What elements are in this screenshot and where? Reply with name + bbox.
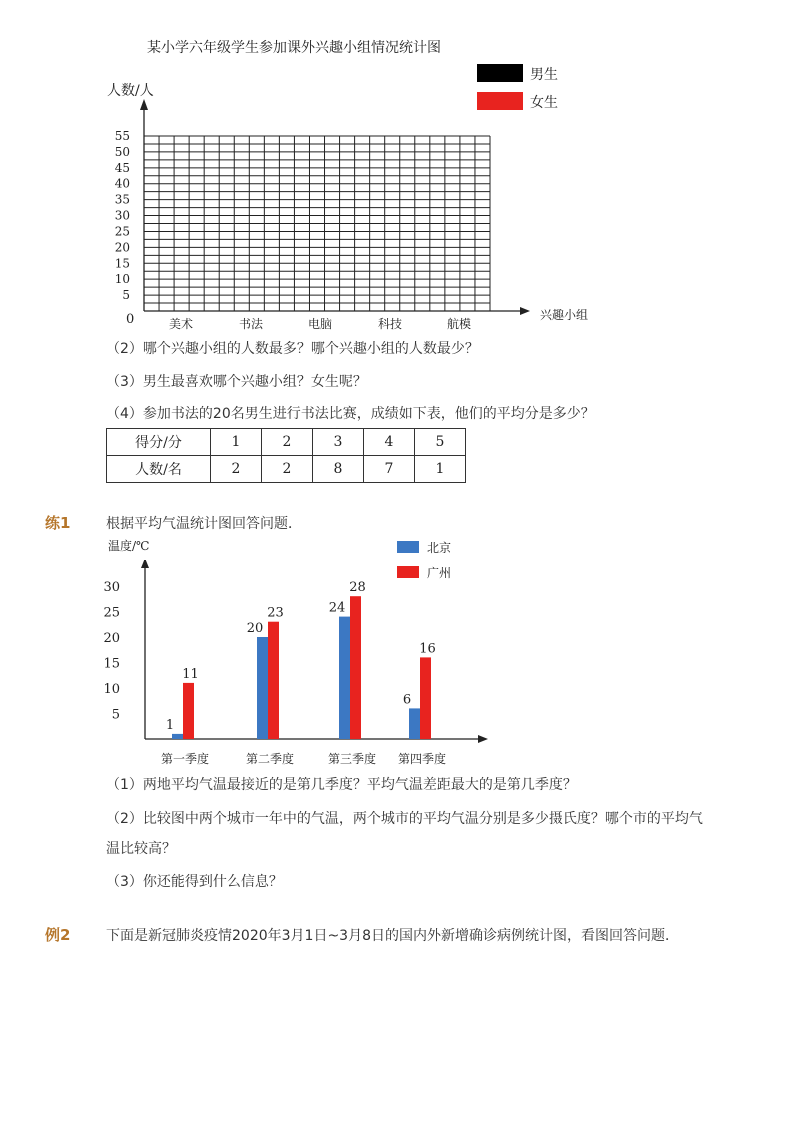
bar-guangzhou xyxy=(183,683,194,739)
example-text: 下面是新冠肺炎疫情2020年3月1日~3月8日的国内外新增确诊病例统计图，看图回答问题． xyxy=(106,928,679,944)
count-cell: 2 xyxy=(211,456,262,483)
question-2-2: （2）比较图中两个城市一年中的气温，两个城市的平均气温分别是多少摄氏度？哪个市的平均气 xyxy=(106,811,703,827)
y-tick-label: 35 xyxy=(114,192,130,207)
y-tick-label: 25 xyxy=(103,605,120,621)
x-category-label: 航模 xyxy=(446,317,472,331)
data-label-guangzhou: 23 xyxy=(267,605,284,621)
y-tick-label: 50 xyxy=(114,144,130,159)
bar-guangzhou xyxy=(350,596,361,739)
y-tick-label: 30 xyxy=(114,208,130,223)
score-table xyxy=(106,428,466,483)
chart2-y-axis-label: 温度/℃ xyxy=(108,539,150,553)
data-label-guangzhou: 16 xyxy=(419,641,436,657)
bar-beijing xyxy=(257,637,268,739)
data-label-beijing: 6 xyxy=(402,692,412,708)
x-category-label: 科技 xyxy=(377,317,403,331)
example-label: 例2 xyxy=(45,926,71,944)
legend-swatch-beijing xyxy=(397,541,419,553)
y-tick-label: 5 xyxy=(122,288,130,303)
score-table-row xyxy=(107,429,466,456)
data-label-beijing: 20 xyxy=(246,621,264,636)
count-cell: 1 xyxy=(415,456,466,483)
x-category-label: 第二季度 xyxy=(245,752,295,766)
y-axis-arrow xyxy=(140,99,148,110)
chart1-title: 某小学六年级学生参加课外兴趣小组情况统计图 xyxy=(147,40,441,56)
legend-label-boys: 男生 xyxy=(530,67,558,83)
y-tick-label: 10 xyxy=(103,682,120,697)
bar-beijing xyxy=(409,708,420,739)
y-tick-label: 25 xyxy=(114,224,130,239)
data-label-guangzhou: 11 xyxy=(182,666,199,682)
y-tick-label: 20 xyxy=(103,631,120,646)
data-label-beijing: 24 xyxy=(328,600,346,616)
practice-intro: 根据平均气温统计图回答问题． xyxy=(106,516,302,532)
x-axis-arrow xyxy=(520,307,530,315)
score-cell: 4 xyxy=(364,429,415,456)
legend-label-beijing: 北京 xyxy=(427,541,452,555)
score-row-header: 得分/分 xyxy=(107,429,211,456)
y-tick-label: 20 xyxy=(114,240,130,255)
chart1-y-axis-label: 人数/人 xyxy=(107,83,154,99)
data-label-beijing: 1 xyxy=(165,717,175,733)
chart1-x-axis-label: 兴趣小组 xyxy=(540,308,589,322)
score-cell: 2 xyxy=(262,429,313,456)
count-cell: 2 xyxy=(262,456,313,483)
y-tick-label: 15 xyxy=(114,256,130,271)
question-1-3: （3）男生最喜欢哪个兴趣小组？女生呢？ xyxy=(106,374,367,390)
count-row-header: 人数/名 xyxy=(107,456,211,483)
bar-guangzhou xyxy=(268,622,279,739)
bar-beijing xyxy=(339,617,350,739)
count-cell: 7 xyxy=(364,456,415,483)
bar-beijing xyxy=(172,734,183,739)
legend-label-guangzhou: 广州 xyxy=(427,566,452,580)
x-category-label: 美术 xyxy=(168,317,194,331)
y-tick-label: 5 xyxy=(111,707,120,723)
score-cell: 5 xyxy=(415,429,466,456)
count-cell: 8 xyxy=(313,456,364,483)
x-category-label: 电脑 xyxy=(307,317,333,331)
question-2-2-cont: 温比较高？ xyxy=(106,841,176,857)
question-2-1: （1）两地平均气温最接近的是第几季度？平均气温差距最大的是第几季度？ xyxy=(106,777,577,793)
x-category-label: 第四季度 xyxy=(397,752,447,766)
x-axis-arrow xyxy=(478,735,488,743)
y-tick-label: 45 xyxy=(114,160,130,175)
chart1-plot xyxy=(0,0,800,340)
score-cell: 3 xyxy=(313,429,364,456)
legend-label-girls: 女生 xyxy=(530,95,558,111)
x-category-label: 书法 xyxy=(238,317,264,331)
y-tick-label: 55 xyxy=(114,129,130,143)
y-tick-label: 10 xyxy=(114,272,130,287)
y-tick-label: 15 xyxy=(103,656,120,672)
data-label-guangzhou: 28 xyxy=(349,580,366,596)
question-2-3: （3）你还能得到什么信息？ xyxy=(106,874,283,890)
bar-guangzhou xyxy=(420,657,431,739)
y-tick-label: 30 xyxy=(103,580,120,595)
question-1-2: （2）哪个兴趣小组的人数最多？哪个兴趣小组的人数最少？ xyxy=(106,341,479,357)
question-1-4: （4）参加书法的20名男生进行书法比赛，成绩如下表，他们的平均分是多少？ xyxy=(106,406,595,422)
score-cell: 1 xyxy=(211,429,262,456)
score-table-row xyxy=(107,456,466,483)
chart1-origin-label: 0 xyxy=(126,312,135,327)
x-category-label: 第三季度 xyxy=(327,752,377,766)
y-axis-arrow xyxy=(141,560,149,568)
x-category-label: 第一季度 xyxy=(160,752,210,766)
practice-label: 练1 xyxy=(45,514,71,532)
y-tick-label: 40 xyxy=(114,176,130,191)
chart2-plot xyxy=(0,560,800,770)
